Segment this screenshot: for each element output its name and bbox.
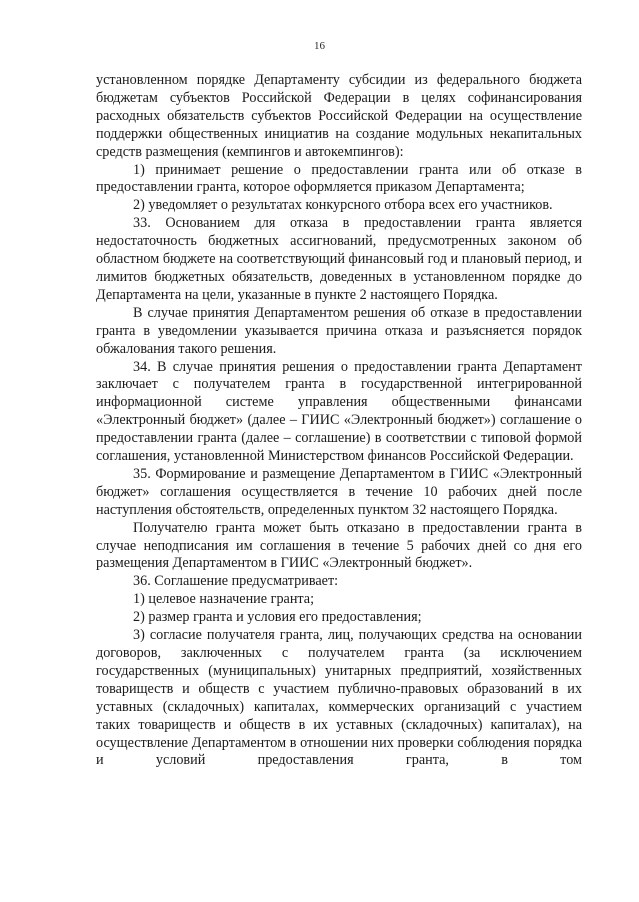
paragraph-non-signing: Получателю гранта может быть отказано в предоставлении гранта в случае неподписания им соглашения в течение 5 рабочих дней со дня его размещения Департаментом в ГИИС «Электронный бюджет». xyxy=(96,519,582,572)
document-body xyxy=(96,72,582,770)
paragraph-refusal-notice: В случае принятия Департаментом решения об отказе в предоставлении гранта в уведомлении указывается причина отказа и разъясняется порядок обжалования такого решения. xyxy=(96,304,582,357)
paragraph-clause-35: 35. Формирование и размещение Департаментом в ГИИС «Электронный бюджет» соглашения осуществляется в течение 10 рабочих дней после наступления обстоятельств, определенных пунктом 32 настоящего Порядка. xyxy=(96,465,582,518)
paragraph-clause-33: 33. Основанием для отказа в предоставлении гранта является недостаточность бюджетных ассигнований, предусмотренных законом об областном бюджете на соответствующий финансовый год и плановый период, и лимитов бюджетных обязательств, доведенных в установленном порядке до Департамента на цели, указанные в пункте 2 настоящего Порядка. xyxy=(96,215,582,303)
paragraph-clause-36-item-2: 2) размер гранта и условия его предоставления; xyxy=(133,609,422,626)
paragraph-item-2: 2) уведомляет о результатах конкурсного отбора всех его участников. xyxy=(133,197,553,214)
paragraph-continuation: установленном порядке Департаменту субсидии из федерального бюджета бюджетам субъектов Российской Федерации в целях софинансирования расходных обязательств субъектов Российской Федерации на осуществление поддержки общественных инициатив на создание модульных некапитальных средств размещения (кемпингов и автокемпингов): xyxy=(96,72,582,160)
paragraph-clause-36-item-1: 1) целевое назначение гранта; xyxy=(133,591,315,608)
paragraph-clause-36-item-3: 3) согласие получателя гранта, лиц, получающих средства на основании договоров, заключенных с получателем гранта (за исключением государственных (муниципальных) унитарных предприятий, хозяйственных товариществ и обществ с участием публично-правовых образований в их уставных (складочных) капиталах, коммерческих организаций с участием таких товариществ и обществ в их уставных (складочных) капиталах), на осуществление Департаментом в отношении них проверки соблюдения порядка и условий предоставления гранта, в том xyxy=(96,627,582,769)
paragraph-item-1: 1) принимает решение о предоставлении гранта или об отказе в предоставлении гранта, которое оформляется приказом Департамента; xyxy=(96,161,582,196)
paragraph-clause-36: 36. Соглашение предусматривает: xyxy=(133,573,339,590)
paragraph-clause-34: 34. В случае принятия решения о предоставлении гранта Департамент заключает с получателем гранта в государственной интегрированной информационной системе управления общественными финансами «Электронный бюджет» (далее – ГИИС «Электронный бюджет») соглашение о предоставлении гранта (далее – соглашение) в соответствии с типовой формой соглашения, установленной Министерством финансов Российской Федерации. xyxy=(96,358,582,465)
page-number: 16 xyxy=(314,40,325,52)
